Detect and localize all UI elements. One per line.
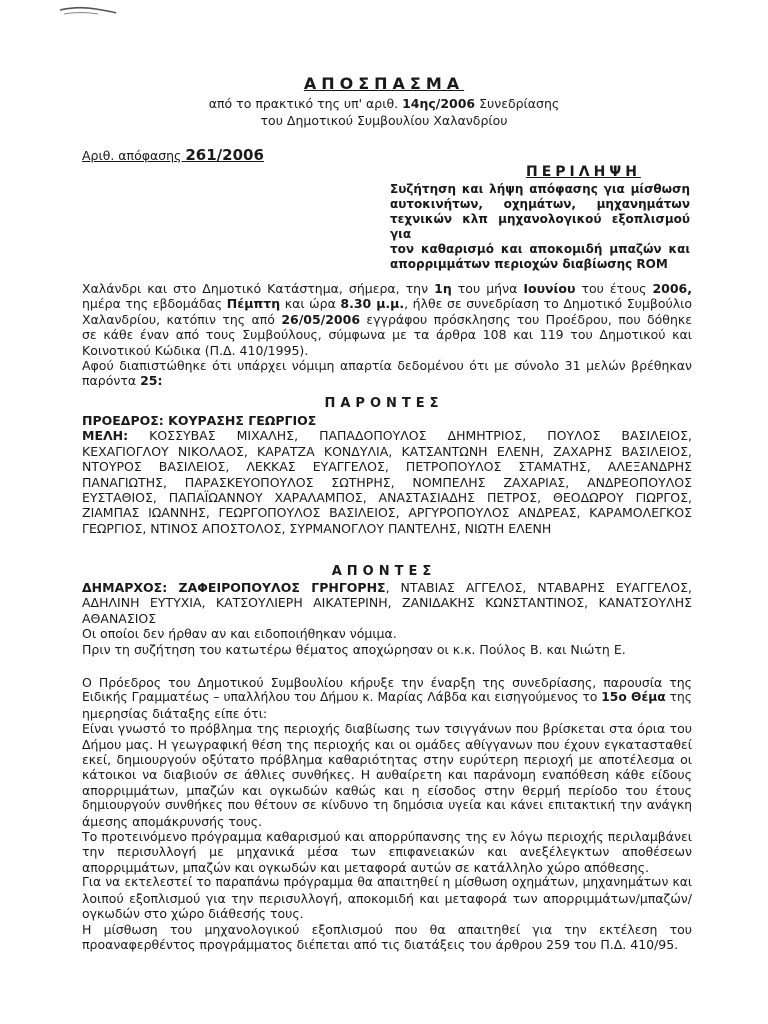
summary-title: ΠΕΡΙΛΗΨΗ xyxy=(526,164,641,180)
mayor-line: ΔΗΜΑΡΧΟΣ: ΖΑΦΕΙΡΟΠΟΥΛΟΣ ΓΡΗΓΟΡΗΣ xyxy=(82,580,386,595)
document-subtitle: από το πρακτικό της υπ' αριθ. 14ης/2006 Συνεδρίασης xyxy=(208,96,560,111)
president-line: ΠΡΟΕΔΡΟΣ: ΚΟΥΡΑΣΗΣ ΓΕΩΡΓΙΟΣ xyxy=(82,413,317,428)
decision-number: Αριθ. απόφασης 261/2006 xyxy=(82,146,264,164)
document-title: ΑΠΟΣΠΑΣΜΑ xyxy=(303,74,465,93)
document-subtitle-line2: του Δημοτικού Συμβουλίου Χαλανδρίου xyxy=(260,113,508,128)
summary-text: Συζήτηση και λήψη απόφασης για μίσθωση αυτοκινήτων, οχημάτων, μηχανημάτων τεχνικών κλπ μηχανολογικού εξοπλισμού για τον καθαρισμό και αποκομιδή μπαζών και απορριμμάτων περιοχών διαβίωσης ROM xyxy=(390,182,690,271)
intro-paragraph: Χαλάνδρι και στο Δημοτικό Κατάστημα, σήμερα, την 1η του μήνα Ιουνίου του έτους 2006, ημέρα της εβδομάδας Πέμπτη και ώρα 8.30 μ.μ., ήλθε σε συνεδρίαση το Δημοτικό Συμβούλιο Χαλανδρίου, κατόπιν της από 26/05/2006 εγγράφου πρόσκλησης του Προέδρου, που δόθηκε σε κάθε έναν από τους Συμβούλους, σύμφωνα με τα άρθρα 108 και 119 του Δημοτικού και Κοινοτικού Κώδικα (Π.Δ. 410/1995). Αφού διαπιστώθηκε ότι υπάρχει νόμιμη απαρτία δεδομένου ότι με σύνολο 31 μελών βρέθηκαν παρόντα 25: xyxy=(82,281,692,389)
present-members: ΠΡΟΕΔΡΟΣ: ΚΟΥΡΑΣΗΣ ΓΕΩΡΓΙΟΣ ΜΕΛΗ: ΚΟΣΣΥΒΑΣ ΜΙΧΑΛΗΣ, ΠΑΠΑΔΟΠΟΥΛΟΣ ΔΗΜΗΤΡΙΟΣ, ΠΟΥΛΟΣ ΒΑΣΙΛΕΙΟΣ, ΚΕΧΑΓΙΟΓΛΟΥ ΝΙΚΟΛΑΟΣ, ΚΑΡΑΤΖΑ ΚΟΝΔΥΛΙΑ, ΚΑΤΣΑΝΤΩΝΗ ΕΛΕΝΗ, ΖΑΧΑΡΗΣ ΒΑΣΙΛΕΙΟΣ, ΝΤΟΥΡΟΣ ΒΑΣΙΛΕΙΟΣ, ΛΕΚΚΑΣ ΕΥΑΓΓΕΛΟΣ, ΠΕΤΡΟΠΟΥΛΟΣ ΣΤΑΜΑΤΗΣ, ΑΛΕΞΑΝΔΡΗΣ ΠΑΝΑΓΙΩΤΗΣ, ΠΑΡΑΣΚΕΥΟΠΟΥΛΟΣ ΣΩΤΗΡΗΣ, ΝΟΜΠΕΛΗΣ ΖΑΧΑΡΙΑΣ, ΑΝΔΡΕΟΠΟΥΛΟΣ ΕΥΣΤΑΘΙΟΣ, ΠΑΠΑΪΩΑΝΝΟΥ ΧΑΡΑΛΑΜΠΟΣ, ΑΝΑΣΤΑΣΙΑΔΗΣ ΠΕΤΡΟΣ, ΘΕΟΔΩΡΟΥ ΓΙΩΡΓΟΣ, ΖΙΑΜΠΑΣ ΙΩΑΝΝΗΣ, ΓΕΩΡΓΟΠΟΥΛΟΣ ΒΑΣΙΛΕΙΟΣ, ΑΡΓΥΡΟΠΟΥΛΟΣ ΑΝΔΡΕΑΣ, ΚΑΡΑΜΟΛΕΓΚΟΣ ΓΕΩΡΓΙΟΣ, ΝΤΙΝΟΣ ΑΠΟΣΤΟΛΟΣ, ΣΥΡΜΑΝΟΓΛΟΥ ΠΑΝΤΕΛΗΣ, ΝΙΩΤΗ ΕΛΕΝΗ xyxy=(82,413,692,536)
main-paragraph: Ο Πρόεδρος του Δημοτικού Συμβουλίου κήρυξε την έναρξη της συνεδρίασης, παρουσία της Ειδικής Γραμματέως – υπαλλήλου του Δήμου κ. Μαρίας Λάβδα και εισηγούμενος το 15ο Θέμα της ημερησίας διάταξης είπε ότι: Είναι γνωστό το πρόβλημα της περιοχής διαβίωσης των τσιγγάνων που βρίσκεται στα όρια του Δήμου μας. Η γεωγραφική θέση της περιοχής και οι ομάδες αθίγγανων που έχουν εγκατασταθεί εκεί, δημιουργούν οξύτατο πρόβλημα καθαριότητας στην ευρύτερη περιοχή με αποτέλεσμα οι κάτοικοι να διαβιούν σε άθλιες συνθήκες. Η αυθαίρετη και παράνομη εναπόθεση κάθε είδους απορριμμάτων, μπαζών και ογκωδών καθώς και η είσοδος στην θερμή περίοδο του έτους δημιουργούν συνθήκες που θέτουν σε κίνδυνο τη δημόσια υγεία και κάνει επιτακτική την ανάγκη άμεσης απομάκρυνσής τους. Το προτεινόμενο πρόγραμμα καθαρισμού και απορρύπανσης της εν λόγω περιοχής περιλαμβάνει την περισυλλογή με μηχανικά μέσα των επιφανειακών και ανεξέλεγκτων αποθέσεων απορριμμάτων, μπαζών και ογκωδών και μεταφορά αυτών σε κατάλληλο χώρο απόθεσης. Για να εκτελεστεί το παραπάνω πρόγραμμα θα απαιτηθεί η μίσθωση οχημάτων, μηχανημάτων και λοιπού εξοπλισμού για την περισυλλογή, αποκομιδή και μεταφορά των απορριμμάτων/μπαζών/ ογκωδών στο χώρο διάθεσής τους. Η μίσθωση του μηχανολογικού εξοπλισμού που θα απαιτηθεί για την εκτέλεση του προαναφερθέντος προγράμματος διέπεται από τις διατάξεις του άρθρου 259 του Π.Δ. 410/95. xyxy=(82,675,692,952)
session-number: 14ης/2006 xyxy=(402,96,476,111)
absent-heading: ΑΠΟΝΤΕΣ xyxy=(331,564,437,579)
scan-artifact-mark xyxy=(58,4,118,18)
present-heading: ΠΑΡΟΝΤΕΣ xyxy=(324,396,444,411)
absent-members: ΔΗΜΑΡΧΟΣ: ΖΑΦΕΙΡΟΠΟΥΛΟΣ ΓΡΗΓΟΡΗΣ, ΝΤΑΒΙΑΣ ΑΓΓΕΛΟΣ, ΝΤΑΒΑΡΗΣ ΕΥΑΓΓΕΛΟΣ, ΑΔΗΛΙΝΗ ΕΥΤΥΧΙΑ, ΚΑΤΣΟΥΛΙΕΡΗ ΑΙΚΑΤΕΡΙΝΗ, ΖΑΝΙΔΑΚΗΣ ΚΩΝΣΤΑΝΤΙΝΟΣ, ΚΑΝΑΤΣΟΥΛΗΣ ΑΘΑΝΑΣΙΟΣ Οι οποίοι δεν ήρθαν αν και ειδοποιήθηκαν νόμιμα. Πριν τη συζήτηση του κατωτέρω θέματος αποχώρησαν οι κ.κ. Πούλος Β. και Νιώτη Ε. xyxy=(82,580,692,657)
